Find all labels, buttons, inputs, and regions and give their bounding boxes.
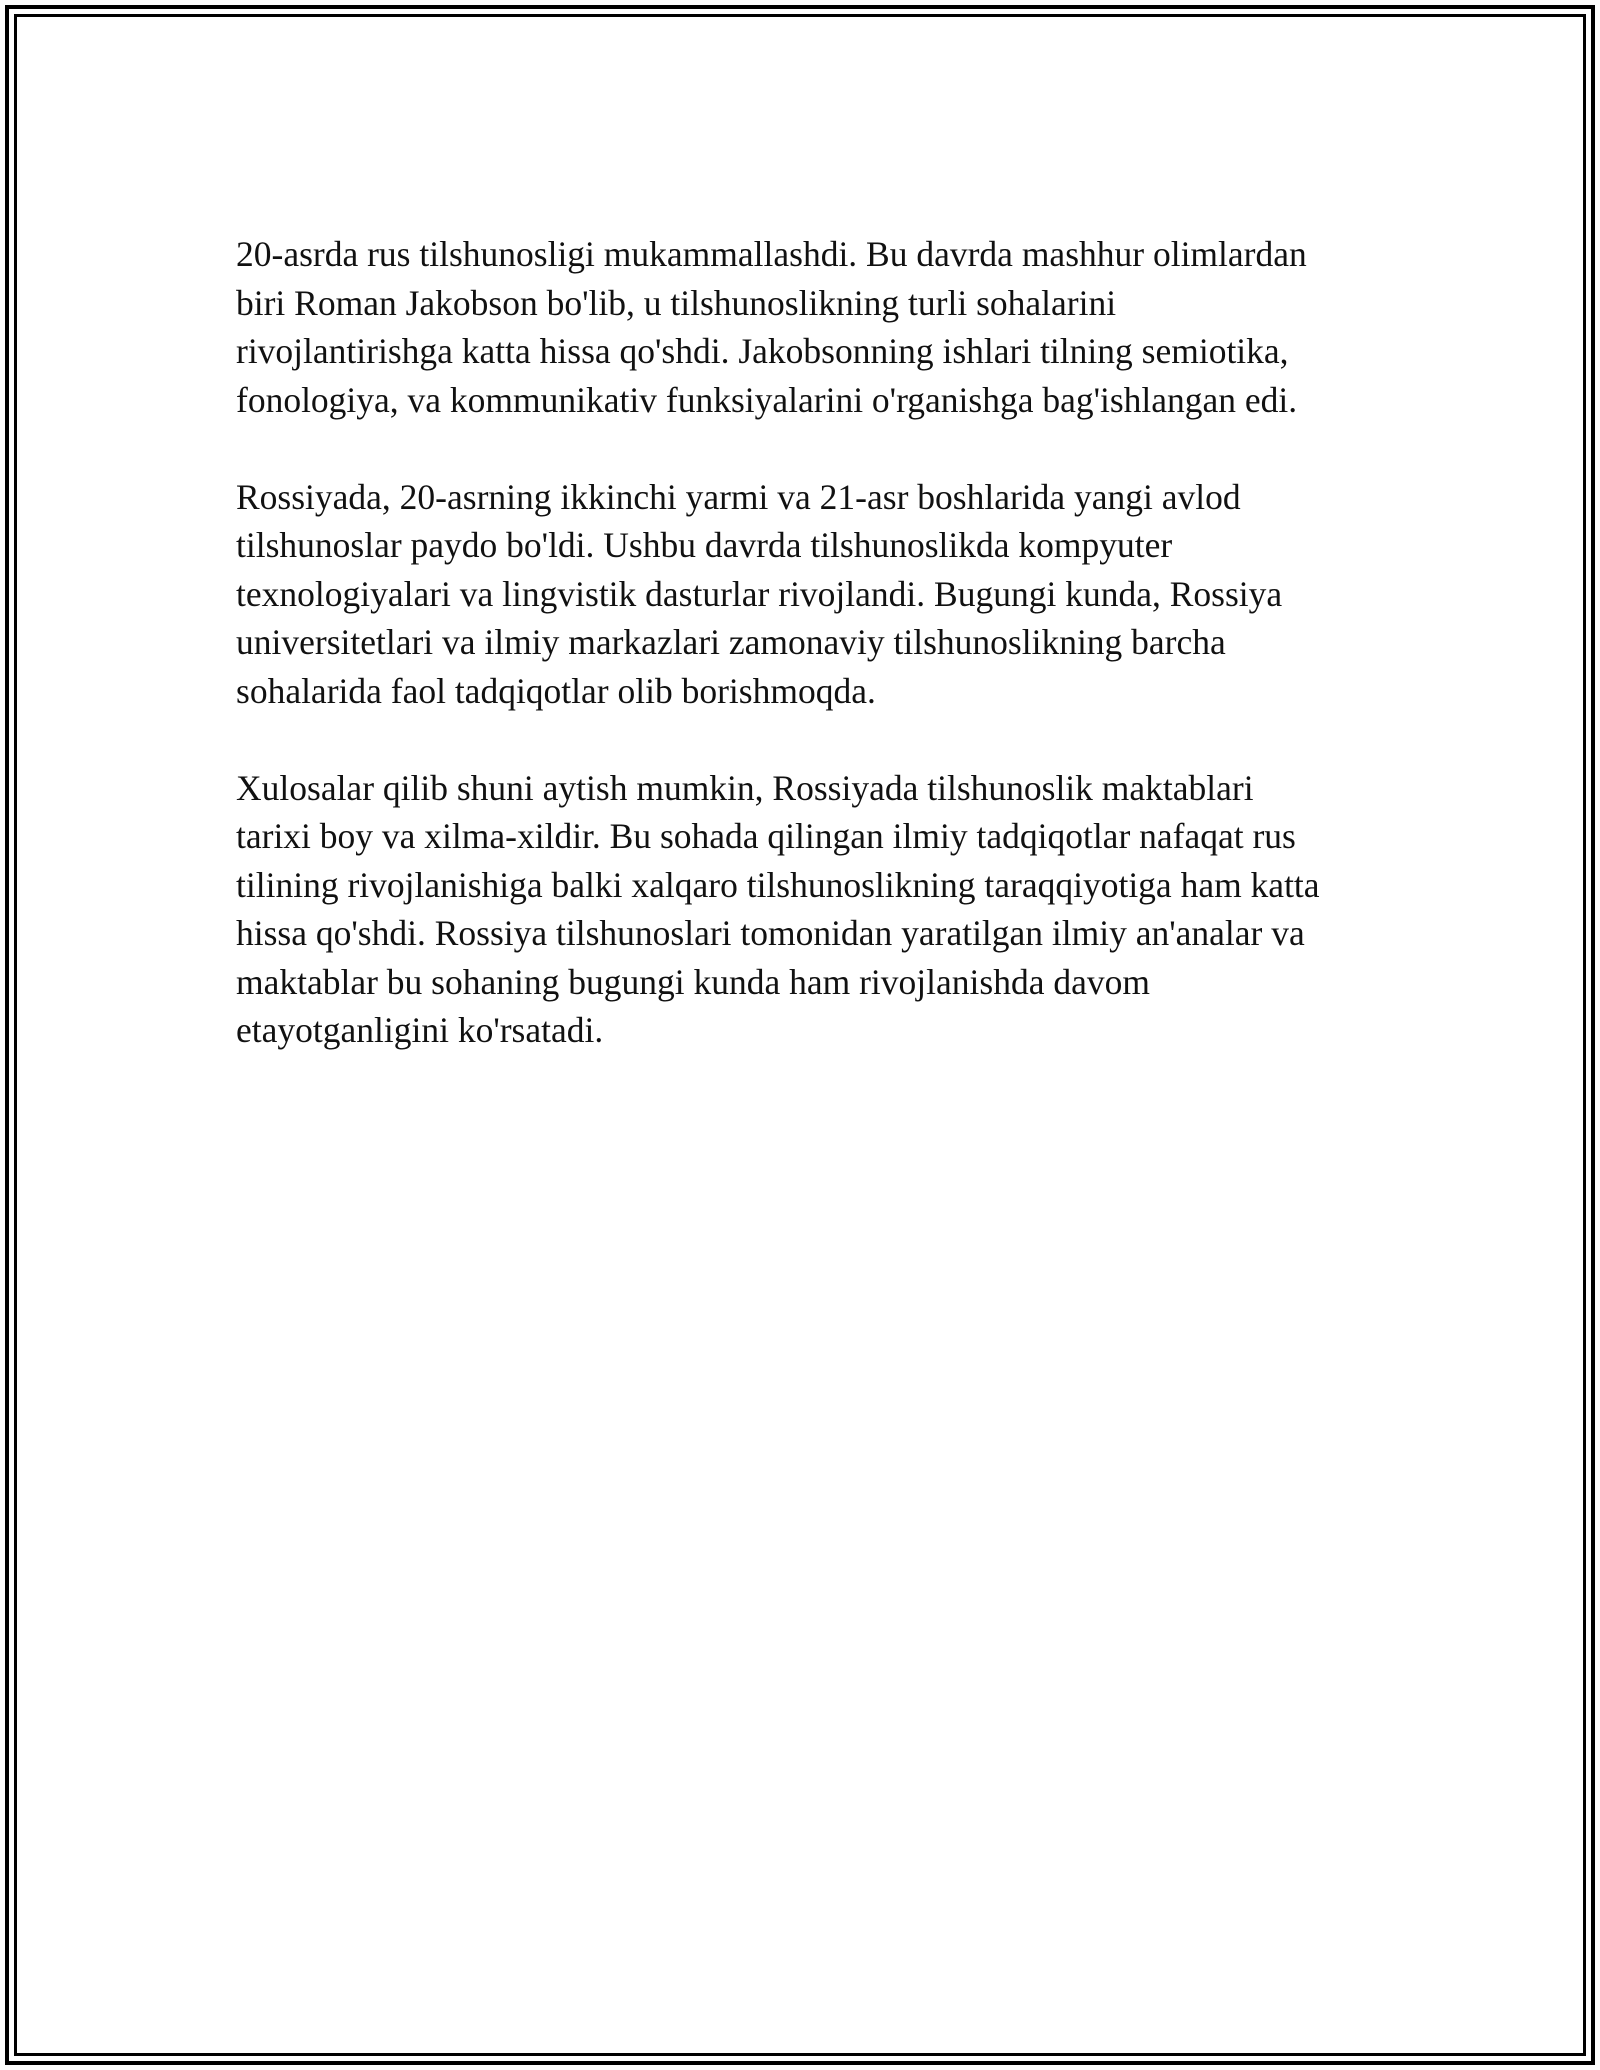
paragraph-1: 20-asrda rus tilshunosligi mukammallashdi. Bu davrda mashhur olimlardan biri Roman Jakobson bo'lib, u tilshunoslikning turli sohalarini rivojlantirishga katta hissa qo'shdi. Jakobsonning ishlari tilning semiotika, fonologiya, va kommunikativ funksiyalarini o'rganishga bag'ishlangan edi.: [236, 234, 1307, 420]
paragraph-3: Xulosalar qilib shuni aytish mumkin, Rossiyada tilshunoslik maktablari tarixi boy va xilma-xildir. Bu sohada qilingan ilmiy tadqiqotlar nafaqat rus tilining rivojlanishiga balki xalqaro tilshunoslikning taraqqiyotiga ham katta hissa qo'shdi. Rossiya tilshunoslari tomonidan yaratilgan ilmiy an'analar va maktablar bu sohaning bugungi kunda ham rivojlanishda davom etayotganligini ko'rsatadi.: [236, 767, 1320, 1050]
document-body: [236, 230, 1366, 1103]
paragraph-2: Rossiyada, 20-asrning ikkinchi yarmi va 21-asr boshlarida yangi avlod tilshunoslar paydo bo'ldi. Ushbu davrda tilshunoslikda kompyuter texnologiyalari va lingvistik dasturlar rivojlandi. Bugungi kunda, Rossiya universitetlari va ilmiy markazlari zamonaviy tilshunoslikning barcha sohalarida faol tadqiqotlar olib borishmoqda.: [236, 476, 1283, 711]
